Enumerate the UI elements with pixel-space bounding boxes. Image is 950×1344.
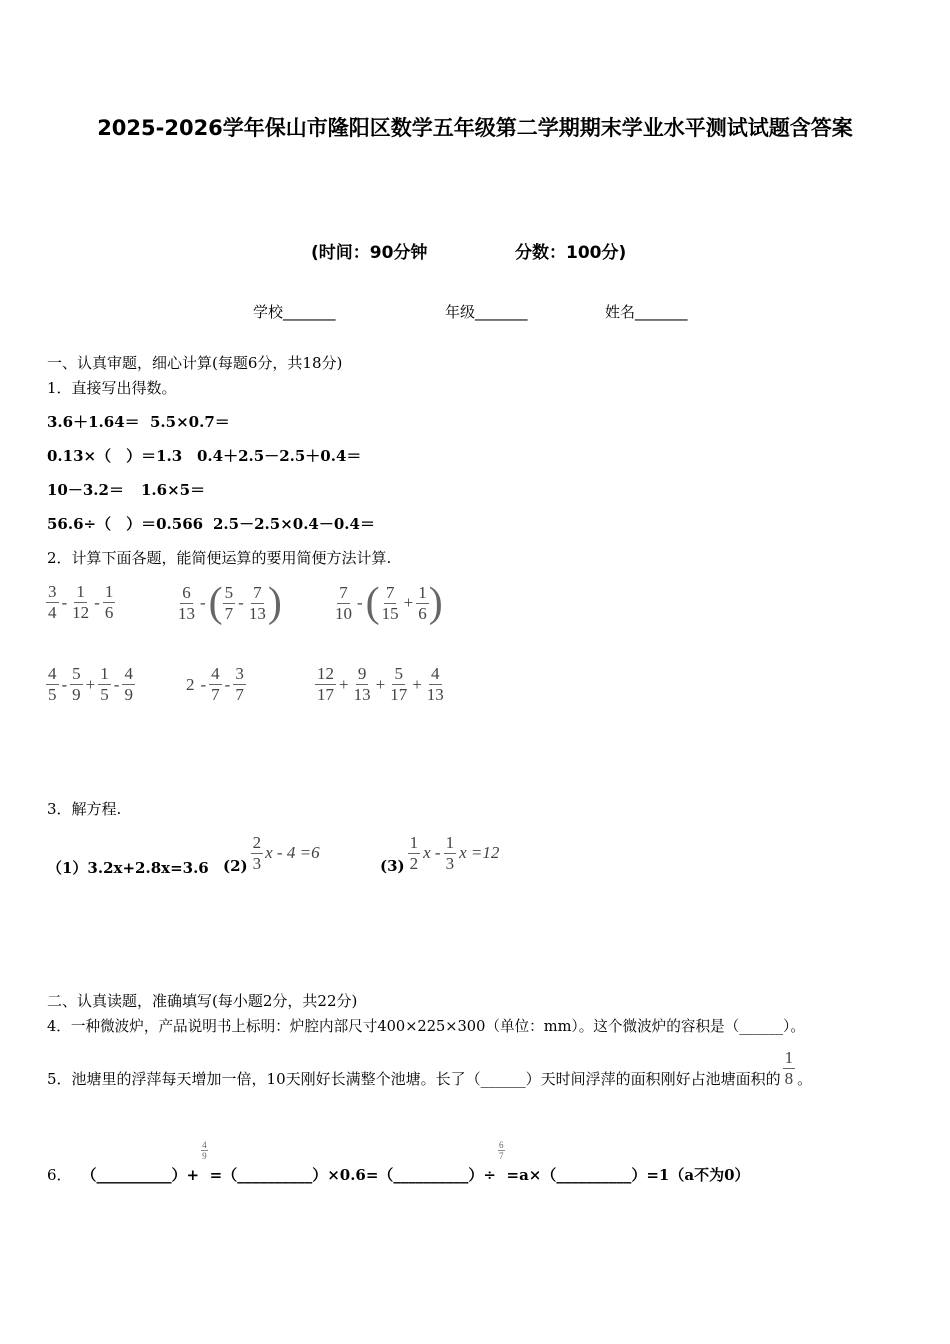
q4-text: 4．一种微波炉，产品说明书上标明：炉腔内部尺寸400×225×300（单位：mm）。这个微波炉的容积是（______）。 — [47, 1018, 805, 1035]
q1-item: 10－3.2＝ — [47, 481, 124, 499]
q5-fraction: 1 8 — [784, 1048, 794, 1088]
q2-expression-e: 2 - 4 7 - 3 7 — [186, 664, 244, 704]
q3-label: 3．解方程. — [47, 800, 122, 818]
q6-fraction-2: $\frac{6}{7}$ — [499, 1140, 504, 1161]
grade-field: 年级_______ — [445, 303, 528, 321]
section2-heading: 二、认真读题，准确填写(每小题2分，共22分) — [47, 992, 358, 1010]
q1-item: 56.6÷（ ）＝0.566 — [47, 515, 204, 533]
score-label: 分数：100分) — [515, 243, 627, 263]
q1-item: 5.5×0.7＝ — [150, 413, 230, 431]
equation-1: （1）3.2x+2.8x=3.6 — [47, 859, 209, 877]
equation-2: (2) 2 3 x - 4 =6 — [223, 832, 320, 875]
q1-item: 0.13×（ ）＝1.3 — [47, 447, 183, 465]
q2-expression-a: 3 4 - 1 12 - 1 6 — [48, 582, 114, 622]
q1-item: 0.4＋2.5－2.5＋0.4＝ — [197, 447, 362, 465]
q1-item: 1.6×5＝ — [141, 481, 206, 499]
school-field: 学校_______ — [253, 303, 336, 321]
name-field: 姓名_______ — [605, 303, 688, 321]
q1-item: 3.6＋1.64＝ — [47, 413, 140, 431]
q1-label: 1．直接写出得数。 — [47, 379, 177, 397]
q2-expression-f: 12 17 + $\frac{9}{13}$ + $\frac{5}{17}$ + $\frac{4}{13}$ — [317, 664, 444, 704]
q6-fraction-1: $\frac{4}{9}$ — [202, 1140, 207, 1161]
time-label: (时间：90分钟 — [311, 243, 428, 263]
q5-text: 5．池塘里的浮萍每天增加一倍，10天刚好长满整个池塘。长了（______）天时间浮萍的面积刚好占池塘面积的 — [47, 1070, 781, 1088]
page-title: 2025-2026学年保山市隆阳区数学五年级第二学期期末学业水平测试试题含答案 — [97, 116, 853, 140]
q1-item: 2.5－2.5×0.4－0.4＝ — [213, 515, 375, 533]
equation-3: (3) 1 2 x - 1 3 x =12 — [380, 832, 500, 875]
q5: 5．池塘里的浮萍每天增加一倍，10天刚好长满整个池塘。长了（______）天时间浮萍的面积刚好占池塘面积的 1 8 。 — [47, 1048, 813, 1088]
q2-expression-c: 7 10 - ( 7 15 + $\frac{1}{6}$ ) — [335, 580, 443, 626]
section1-heading: 一、认真审题，细心计算(每题6分，共18分) — [47, 354, 343, 372]
q2-expression-b: 6 13 - ( 5 7 - 7 13 ) — [178, 580, 282, 626]
q2-expression-d: 4 5 - 5 9 + $\frac{1}{5}$ - 4 9 — [48, 664, 133, 704]
q2-label: 2．计算下面各题，能简便运算的要用简便方法计算. — [47, 549, 392, 567]
q6: 6． （__________）+ $\frac{4}{9}$ =（__________）×0.6=（__________）÷ $\frac{6}{7}$ =a×（__________）=1（a不为0） — [47, 1140, 750, 1184]
